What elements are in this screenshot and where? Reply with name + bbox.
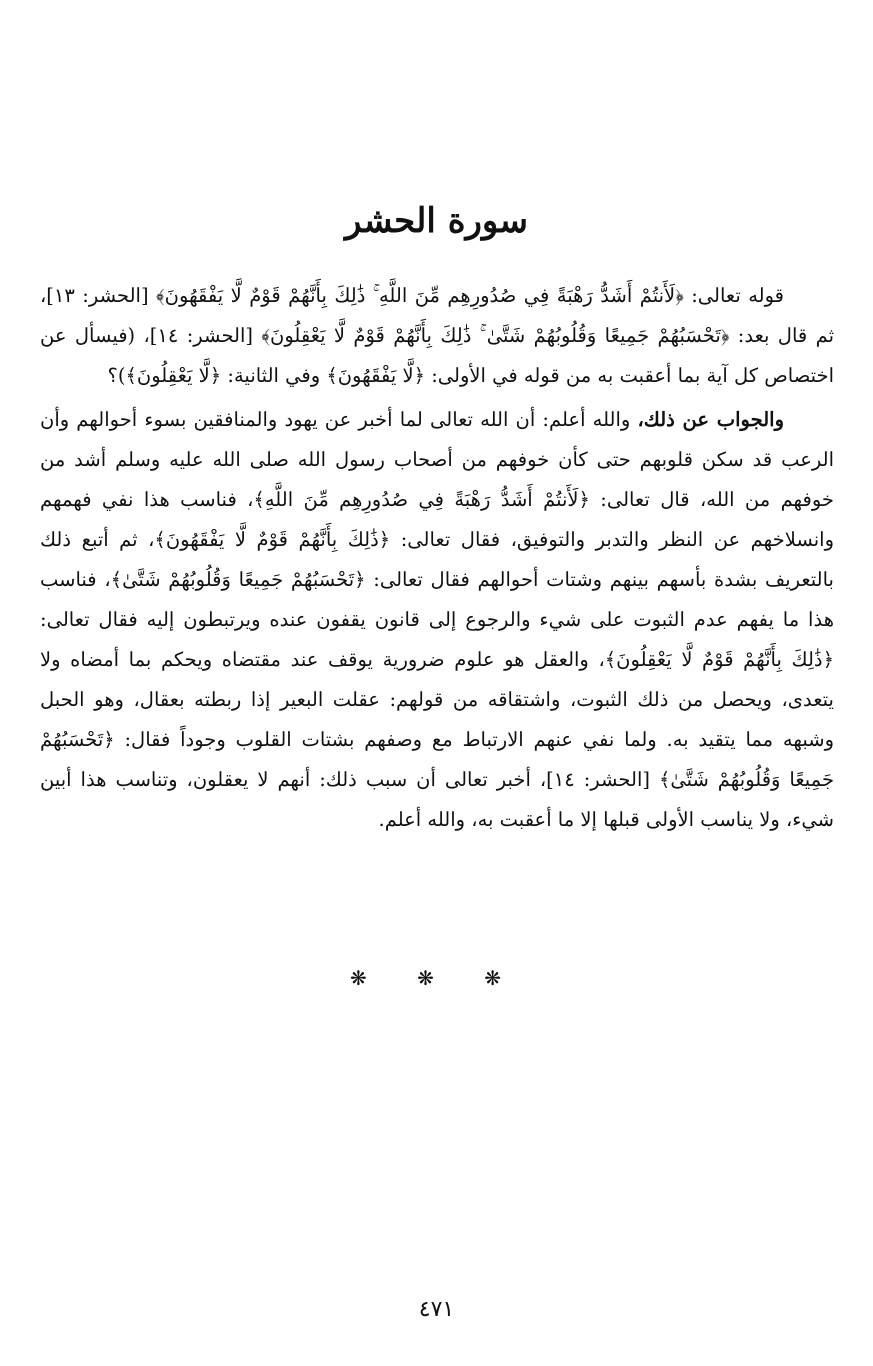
section-separator: ❋ ❋ ❋ xyxy=(350,966,523,990)
answer-text: والله أعلم: أن الله تعالى لما أخبر عن يهود والمنافقين بسوء أحوالهم وأن الرعب قد سكن قلوبهم حتى كأن خوفهم من أصحاب رسول الله صلى الله عليه وسلم أشد من خوفهم من الله، قال تعالى: ﴿لَأَنتُمْ أَشَدُّ رَهْبَةً فِي صُدُورِهِم مِّنَ اللَّهِ﴾، فناسب هذا نفي فهمهم وانسلاخهم عن النظر والتدبر والتوفيق، فقال تعالى: ﴿ذَٰلِكَ بِأَنَّهُمْ قَوْمٌ لَّا يَفْقَهُونَ﴾، ثم أتبع ذلك بالتعريف بشدة بأسهم بينهم وشتات أحوالهم فقال تعالى: ﴿تَحْسَبُهُمْ جَمِيعًا وَقُلُوبُهُمْ شَتَّىٰ﴾، فناسب هذا ما يفهم عدم الثبوت على شيء والرجوع إلى قانون يقفون عنده ويرتبطون إليه فقال تعالى: ﴿ذَٰلِكَ بِأَنَّهُمْ قَوْمٌ لَّا يَعْقِلُونَ﴾، والعقل هو علوم ضرورية يوقف عند مقتضاه ويحكم بما أمضاه ولا يتعدى، ويحصل من ذلك الثبوت، واشتقاقه من قولهم: عقلت البعير إذا ربطته بعقال، وهو الحبل وشبهه مما يتقيد به. ولما نفي عنهم الارتباط مع وصفهم بشتات القلوب وجوداً فقال: ﴿تَحْسَبُهُمْ جَمِيعًا وَقُلُوبُهُمْ شَتَّىٰ﴾ [الحشر: ١٤]، أخبر تعالى أن سبب ذلك: أنهم لا يعقلون، وتناسب هذا أبين شيء، ولا يناسب الأولى قبلها إلا ما أعقبت به، والله أعلم. xyxy=(40,408,834,831)
answer-lead: والجواب عن ذلك، xyxy=(637,408,784,431)
question-text: قوله تعالى: ﴿لَأَنتُمْ أَشَدُّ رَهْبَةً فِي صُدُورِهِم مِّنَ اللَّهِ ۚ ذَٰلِكَ بِأَنَّهُمْ قَوْمٌ لَّا يَفْقَهُونَ﴾ [الحشر: ١٣]، ثم قال بعد: ﴿تَحْسَبُهُمْ جَمِيعًا وَقُلُوبُهُمْ شَتَّىٰ ۚ ذَٰلِكَ بِأَنَّهُمْ قَوْمٌ لَّا يَعْقِلُونَ﴾ [الحشر: ١٤]، (فيسأل عن اختصاص كل آية بما أعقبت به من قوله في الأولى: ﴿لَّا يَفْقَهُونَ﴾ وفي الثانية: ﴿لَّا يَعْقِلُونَ﴾)؟ xyxy=(40,284,834,387)
question-paragraph xyxy=(40,276,834,396)
surah-title: سورة الحشر xyxy=(345,201,528,241)
body-text xyxy=(40,276,834,840)
page-number: ٤٧١ xyxy=(418,1297,455,1322)
answer-paragraph xyxy=(40,400,834,840)
